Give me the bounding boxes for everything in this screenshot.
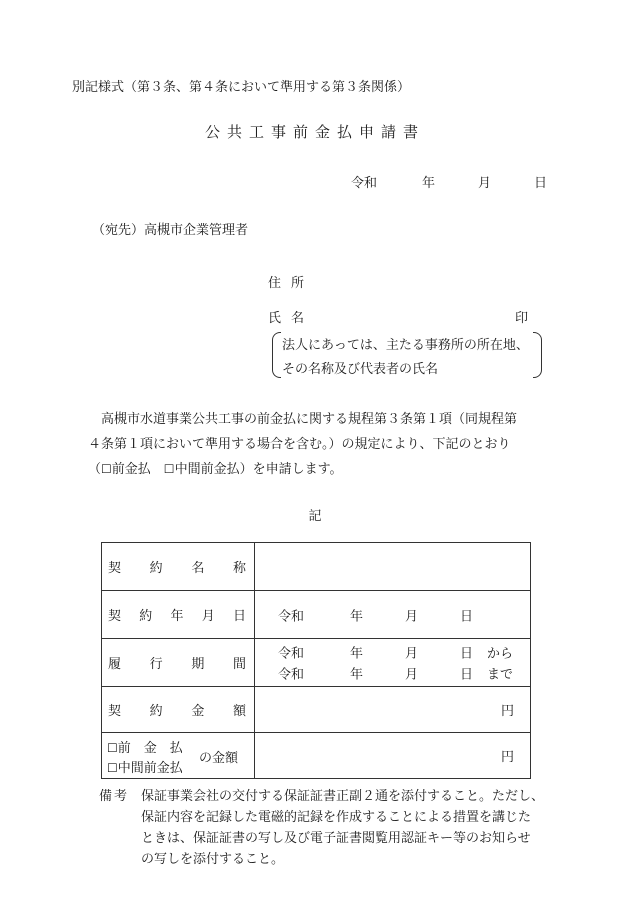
remarks-label: 備考	[99, 789, 130, 804]
contract-date-era: 令和	[278, 609, 305, 624]
label-char: 約	[139, 609, 153, 624]
mid-advance-checkbox[interactable]: ☐	[163, 462, 175, 476]
body-advance-option: 前金払	[111, 462, 164, 477]
contract-name-label	[102, 543, 255, 591]
label-char: 期	[191, 657, 205, 672]
contract-date-month-unit: 月	[405, 609, 419, 624]
corporate-note-line-2: その名称及び代表者の氏名	[282, 362, 439, 377]
date-day-unit: 日	[534, 176, 548, 191]
period-value[interactable]	[255, 639, 531, 687]
advance-option	[107, 737, 183, 756]
period-to-era: 令和	[278, 667, 305, 683]
table-mid-advance-label: 中間前金払	[117, 761, 183, 776]
period-from-month-unit: 月	[405, 646, 419, 662]
period-label	[102, 639, 255, 687]
period-from-era: 令和	[278, 646, 305, 662]
mid-advance-option	[107, 757, 183, 776]
label-char: 契	[108, 609, 122, 624]
advance-amount-suffix: の金額	[199, 751, 239, 766]
body-line-1: 高槻市水道事業公共工事の前金払に関する規程第３条第１項（同規程第	[88, 412, 518, 427]
label-char: 名	[191, 561, 205, 576]
period-to-day-unit: 日	[460, 667, 474, 683]
document-title: 公共工事前金払申請書	[204, 123, 425, 141]
remark-line-3: ときは、保証証書の写し及び電子証書閲覧用認証キー等のお知らせ	[141, 831, 531, 846]
remark-line-2: 保証内容を記録した電磁的記録を作成することによる措置を講じた	[141, 810, 532, 825]
label-char: 契	[108, 561, 122, 576]
table-advance-checkbox[interactable]: ☐	[107, 741, 118, 755]
seal-mark: 印	[515, 311, 529, 326]
period-to-suffix: まで	[487, 667, 514, 683]
period-from-suffix: から	[487, 646, 514, 662]
contract-date-year-unit: 年	[350, 609, 364, 624]
table-row-contract-date	[102, 591, 531, 639]
label-char: 契	[108, 704, 122, 719]
advance-amount-unit: 円	[500, 750, 514, 765]
period-from-year-unit: 年	[350, 646, 364, 662]
contract-name-value[interactable]	[255, 543, 531, 591]
contract-amount-value[interactable]	[255, 687, 531, 733]
details-table	[101, 542, 531, 779]
date-era: 令和	[351, 176, 378, 191]
contract-date-label	[102, 591, 255, 639]
date-month-unit: 月	[478, 176, 492, 191]
contract-date-day-unit: 日	[460, 609, 474, 624]
advance-amount-value[interactable]	[255, 733, 531, 779]
table-row-advance-amount	[102, 733, 531, 779]
body-open-paren: （	[88, 462, 102, 477]
body-line-3	[88, 458, 343, 477]
left-bracket	[272, 332, 281, 378]
ki-heading: 記	[308, 509, 322, 524]
body-line-2: ４条第１項において準用する場合を含む。）の規定により、下記のとおり	[88, 437, 511, 452]
label-char: 額	[232, 704, 246, 719]
contract-amount-label	[102, 687, 255, 733]
advance-checkbox[interactable]: ☐	[101, 462, 112, 476]
table-advance-label: 前 金 払	[117, 741, 183, 756]
date-year-unit: 年	[422, 176, 436, 191]
contract-date-value[interactable]	[255, 591, 531, 639]
form-number-label: 別記様式（第３条、第４条において準用する第３条関係）	[72, 80, 411, 95]
label-char: 約	[149, 561, 163, 576]
label-char: 約	[149, 704, 163, 719]
label-char: 年	[170, 609, 184, 624]
addressee: （宛先）高槻市企業管理者	[92, 223, 249, 238]
label-char: 日	[232, 609, 246, 624]
corporate-note	[272, 330, 542, 380]
remark-line-4: の写しを添付すること。	[141, 852, 285, 867]
label-char: 履	[108, 657, 122, 672]
table-row-contract-name	[102, 543, 531, 591]
period-to-year-unit: 年	[350, 667, 364, 683]
name-label: 氏名	[268, 311, 315, 326]
table-row-period	[102, 639, 531, 687]
remark-line-1: 保証事業会社の交付する保証証書正副２通を添付すること。ただし、	[141, 789, 545, 804]
table-mid-advance-checkbox[interactable]: ☐	[107, 761, 118, 775]
label-char: 称	[232, 561, 246, 576]
label-char: 月	[201, 609, 215, 624]
right-bracket	[533, 332, 542, 378]
period-to-month-unit: 月	[405, 667, 419, 683]
table-row-amount	[102, 687, 531, 733]
corporate-note-line-1: 法人にあっては、主たる事務所の所在地、	[282, 338, 529, 353]
label-char: 行	[149, 657, 163, 672]
label-char: 間	[232, 657, 246, 672]
period-from-day-unit: 日	[460, 646, 474, 662]
advance-amount-label	[102, 733, 255, 779]
amount-unit: 円	[500, 704, 514, 719]
label-char: 金	[191, 704, 205, 719]
address-label: 住所	[268, 276, 315, 291]
body-mid-advance-option: 中間前金払）を申請します。	[174, 462, 343, 477]
